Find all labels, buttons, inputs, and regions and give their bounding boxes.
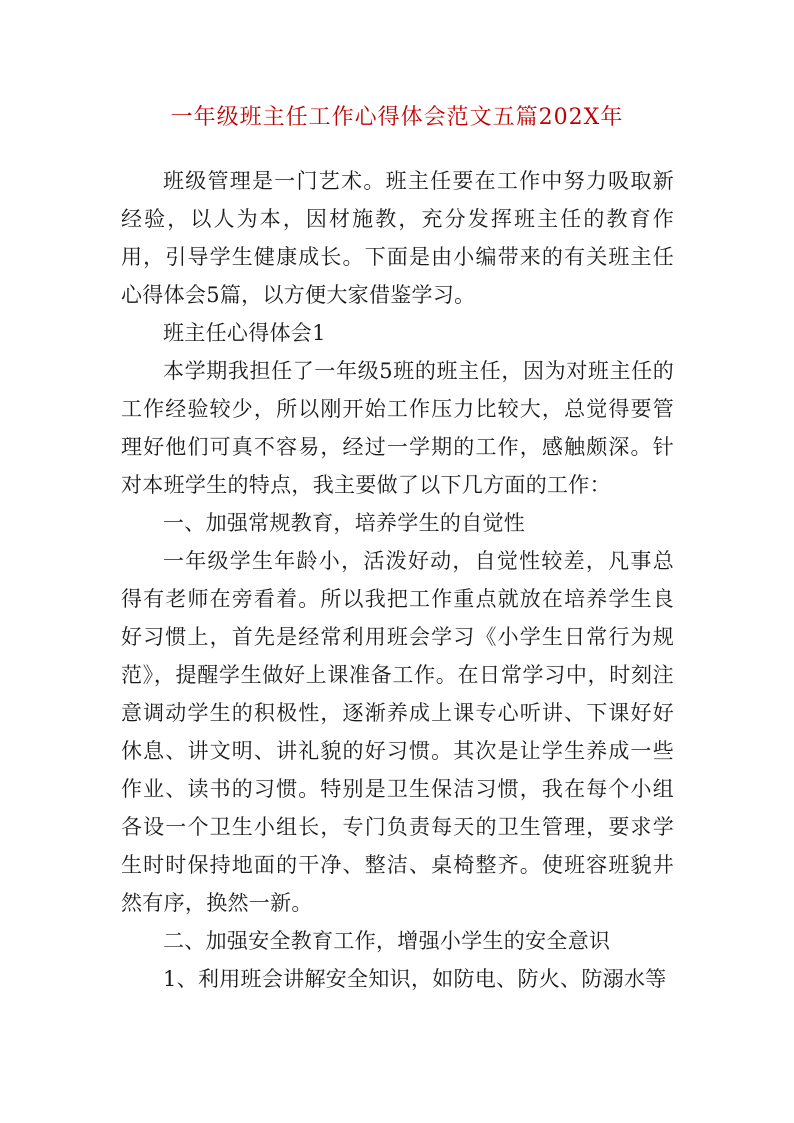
- document-body: [121, 162, 674, 998]
- document-title: 一年级班主任工作心得体会范文五篇202X年: [170, 105, 624, 130]
- paragraph-section-heading: 班主任心得体会1: [163, 321, 326, 345]
- paragraph: 本学期我担任了一年级5班的班主任，因为对班主任的工作经验较少，所以刚开始工作压力比较大，总觉得要管理好他们可真不容易，经过一学期的工作，感触颇深。针对本班学生的特点，我主要做了以下几方面的工作：: [121, 359, 674, 497]
- paragraph-subheading: 二、加强安全教育工作，增强小学生的安全意识: [163, 929, 611, 953]
- paragraph-subheading: 一、加强常规教育，培养学生的自觉性: [163, 511, 526, 535]
- paragraph: 1、利用班会讲解安全知识，如防电、防火、防溺水等: [163, 967, 667, 991]
- paragraph-intro: 班级管理是一门艺术。班主任要在工作中努力吸取新经验，以人为本，因材施教，充分发挥班主任的教育作用，引导学生健康成长。下面是由小编带来的有关班主任心得体会5篇，以方便大家借鉴学习。: [121, 169, 674, 307]
- paragraph: 一年级学生年龄小，活泼好动，自觉性较差，凡事总得有老师在旁看着。所以我把工作重点就放在培养学生良好习惯上，首先是经常利用班会学习《小学生日常行为规范》，提醒学生做好上课准备工作。在日常学习中，时刻注意调动学生的积极性，逐渐养成上课专心听讲、下课好好休息、讲文明、讲礼貌的好习惯。其次是让学生养成一些作业、读书的习惯。特别是卫生保洁习惯，我在每个小组各设一个卫生小组长，专门负责每天的卫生管理，要求学生时时保持地面的干净、整洁、桌椅整齐。使班容班貌井然有序，换然一新。: [121, 549, 674, 915]
